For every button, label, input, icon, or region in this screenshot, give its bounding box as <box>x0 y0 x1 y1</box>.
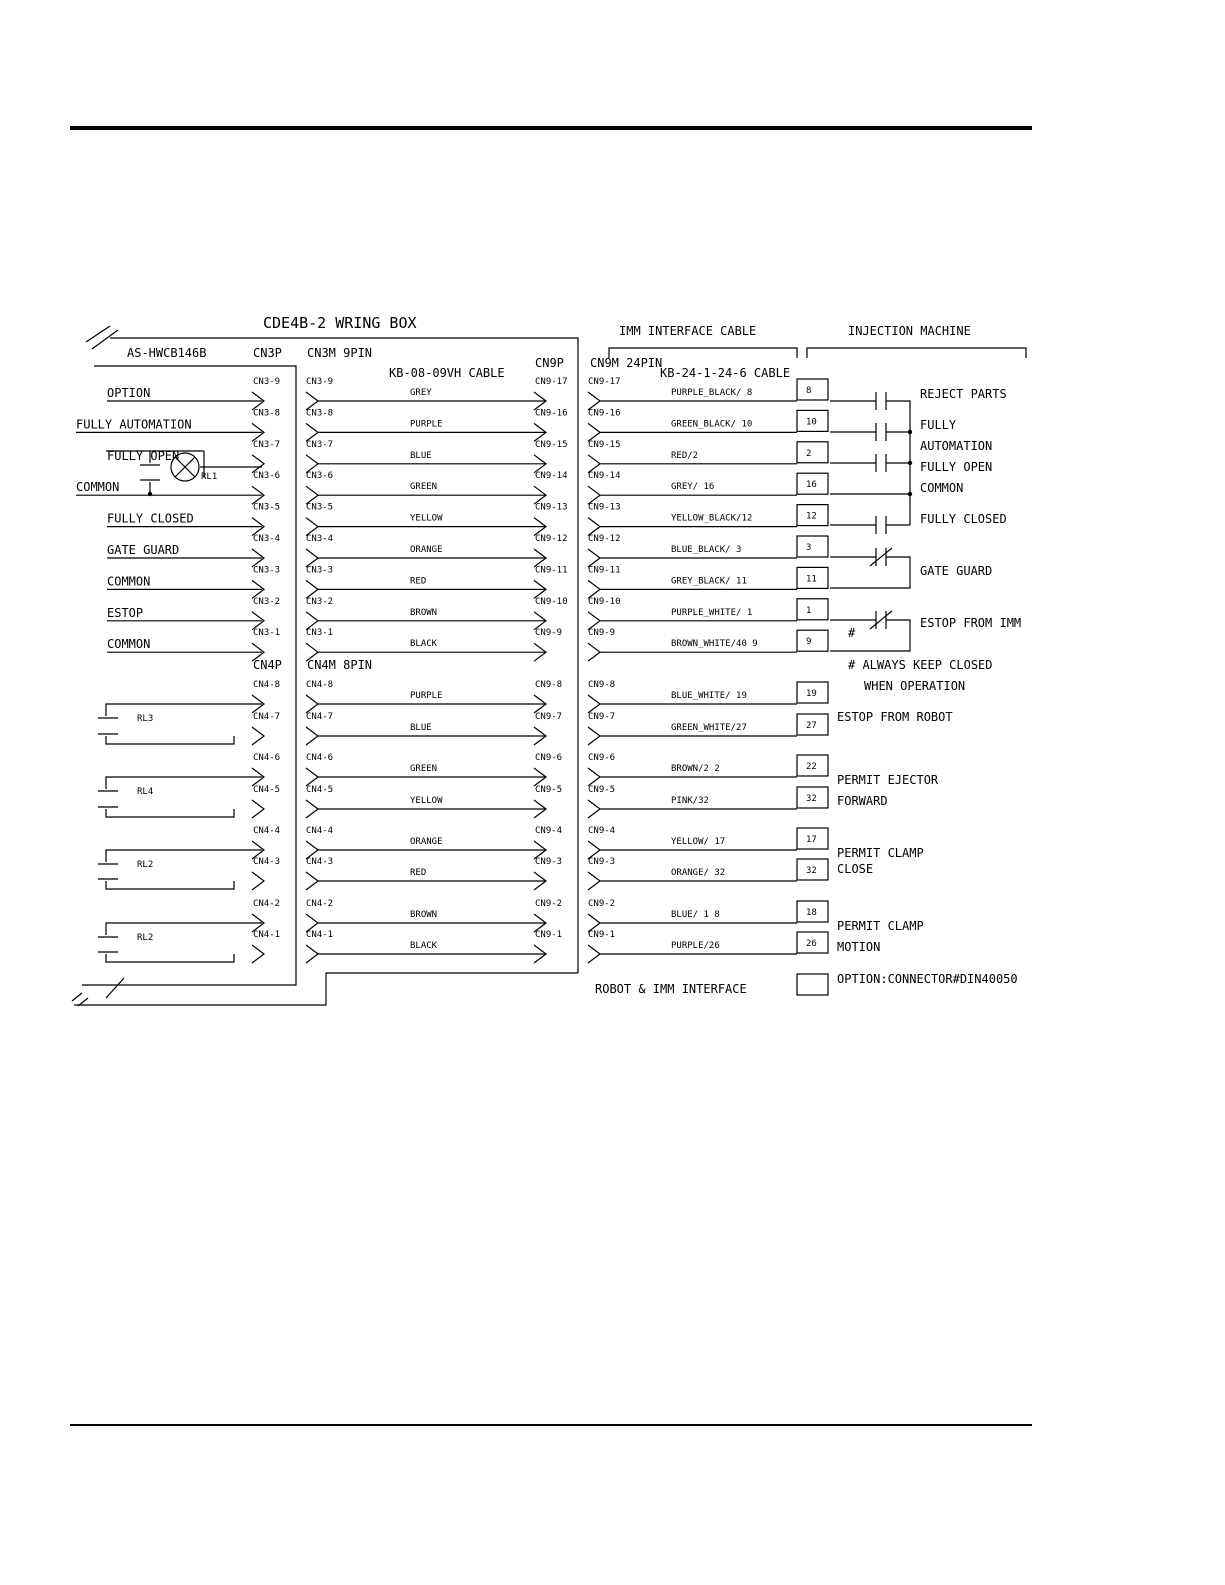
robot-pin-label: CN3-7 <box>253 439 281 450</box>
robot-label: FULLY OPEN <box>107 448 180 463</box>
label-estop-robot: ESTOP FROM ROBOT <box>837 710 953 724</box>
wire-color-label: RED <box>410 576 427 587</box>
terminal-number: 17 <box>806 835 817 845</box>
cable-pin-label: CN4-3 <box>306 857 334 867</box>
cn9p-pin-label: CN9-7 <box>535 712 563 722</box>
imm-wire-label: ORANGE/ 32 <box>671 868 726 878</box>
relay-label: RL4 <box>137 787 154 797</box>
imm-wire-label: YELLOW/ 17 <box>671 837 726 847</box>
wire-row <box>252 680 828 713</box>
imm-wire-label: PURPLE_BLACK/ 8 <box>671 388 753 398</box>
machine-contacts <box>830 392 912 651</box>
robot-label: FULLY AUTOMATION <box>76 417 192 432</box>
cn9p-pin-label: CN9-11 <box>535 565 568 576</box>
label-reject-parts: REJECT PARTS <box>920 387 1007 401</box>
robot-pin-label: CN3-9 <box>253 377 281 387</box>
imm-wire-label: BLUE_BLACK/ 3 <box>671 545 742 555</box>
cn3p-label: CN3P <box>253 346 282 360</box>
terminal-number: 32 <box>806 866 817 876</box>
wire-color-label: GREEN <box>410 764 438 774</box>
cn9m-pin-label: CN9-17 <box>588 377 621 387</box>
cn9m-pin-label: CN9-10 <box>588 596 621 607</box>
cn9m-label: CN9M 24PIN <box>590 356 663 370</box>
cable-pin-label: CN3-8 <box>306 408 334 419</box>
label-estop-imm: ESTOP FROM IMM <box>920 616 1022 630</box>
robot-pin-label: CN4-3 <box>253 857 281 867</box>
cn9m-pin-label: CN9-3 <box>588 857 616 867</box>
label-fully-open: FULLY OPEN <box>920 460 993 474</box>
imm-wire-label: YELLOW_BLACK/12 <box>671 513 753 524</box>
cn9m-pin-label: CN9-15 <box>588 439 621 450</box>
label-hash: # <box>848 626 856 640</box>
relay-label: RL2 <box>137 860 154 870</box>
cn9p-pin-label: CN9-1 <box>535 930 563 940</box>
robot-pin-label: CN3-3 <box>253 565 281 576</box>
cn9m-pin-label: CN9-4 <box>588 826 616 836</box>
robot-pin-label: CN3-4 <box>253 534 281 544</box>
relay-contact <box>98 850 262 889</box>
wire-color-label: YELLOW <box>410 796 443 806</box>
wire-color-label: BROWN <box>410 910 438 920</box>
cable-pin-label: CN4-2 <box>306 899 334 909</box>
robot-pin-label: CN4-1 <box>253 930 281 940</box>
wire-row <box>252 826 828 859</box>
terminal-number: 11 <box>806 574 817 585</box>
terminal-number: 27 <box>806 721 817 731</box>
relay-label: RL2 <box>137 933 154 943</box>
label-gate-guard: GATE GUARD <box>920 564 993 578</box>
cable-pin-label: CN3-4 <box>306 534 334 544</box>
cn9m-pin-label: CN9-6 <box>588 753 616 763</box>
wire-row <box>252 408 828 441</box>
label-permit-clamp-motion: PERMIT CLAMP <box>837 919 924 933</box>
robot-pin-label: CN3-8 <box>253 408 281 419</box>
robot-label: ESTOP <box>107 605 144 620</box>
cn9p-pin-label: CN9-8 <box>535 680 563 690</box>
imm-wire-label: BROWN_WHITE/40 9 <box>671 639 758 650</box>
cable-pin-label: CN4-4 <box>306 826 334 836</box>
wire-color-label: GREY <box>410 388 432 398</box>
label-fully-closed: FULLY CLOSED <box>920 512 1007 526</box>
cn9m-pin-label: CN9-12 <box>588 534 621 544</box>
imm-wire-label: BLUE/ 1 8 <box>671 910 720 920</box>
robot-label: COMMON <box>107 637 151 652</box>
robot-pin-label: CN4-5 <box>253 785 281 795</box>
imm-wire-label: RED/2 <box>671 450 699 461</box>
label-automation: AUTOMATION <box>920 439 993 453</box>
label-forward: FORWARD <box>837 794 888 808</box>
imm-header: IMM INTERFACE CABLE <box>619 324 757 338</box>
cn9p-label: CN9P <box>535 356 564 370</box>
wire-row <box>252 534 828 567</box>
terminal-number: 1 <box>806 605 812 616</box>
terminal-number: 2 <box>806 448 812 459</box>
wire-row <box>252 440 828 473</box>
cn9p-pin-label: CN9-3 <box>535 857 563 867</box>
cn9m-pin-label: CN9-1 <box>588 930 616 940</box>
label-permit-clamp-close: PERMIT CLAMP <box>837 846 924 860</box>
robot-pin-label: CN4-4 <box>253 826 281 836</box>
wire-row <box>252 471 828 504</box>
cable-pin-label: CN3-6 <box>306 471 334 482</box>
relay-contact <box>98 777 262 817</box>
terminal-box <box>797 630 828 651</box>
robot-label: COMMON <box>76 480 120 495</box>
cn9m-pin-label: CN9-13 <box>588 502 621 513</box>
diagram-title: CDE4B-2 WRING BOX <box>263 314 417 332</box>
wire-color-label: ORANGE <box>410 837 443 847</box>
wire-row <box>252 597 828 630</box>
cable-pin-label: CN3-9 <box>306 377 334 387</box>
wire-row <box>252 930 828 963</box>
cn9m-pin-label: CN9-8 <box>588 680 616 690</box>
imm-wire-label: GREY_BLACK/ 11 <box>671 576 747 587</box>
terminal-box <box>797 599 828 620</box>
interface-label: ROBOT & IMM INTERFACE <box>595 982 747 996</box>
label-permit-ejector: PERMIT EJECTOR <box>837 773 939 787</box>
terminal-number: 19 <box>806 689 817 699</box>
wire-row <box>252 503 828 536</box>
wire-color-label: BLUE <box>410 723 432 733</box>
terminal-number: 3 <box>806 543 812 553</box>
cable-pin-label: CN4-1 <box>306 930 334 940</box>
relay-contact <box>98 704 262 744</box>
cable-pin-label: CN3-3 <box>306 565 334 576</box>
robot-pin-label: CN3-1 <box>253 628 281 639</box>
machine-labels <box>797 387 1021 995</box>
wire-color-label: GREEN <box>410 482 438 493</box>
wire-color-label: RED <box>410 868 427 878</box>
label-option-connector: OPTION:CONNECTOR#DIN40050 <box>837 972 1018 986</box>
cn9p-pin-label: CN9-12 <box>535 534 568 544</box>
wire-color-label: BLUE <box>410 450 432 461</box>
wire-row <box>252 377 828 410</box>
relay-contact <box>98 923 262 962</box>
robot-pin-label: CN4-2 <box>253 899 281 909</box>
wire-row <box>252 565 828 598</box>
cn9m-pin-label: CN9-2 <box>588 899 616 909</box>
cn9p-pin-label: CN9-14 <box>535 471 568 482</box>
wire-row <box>252 899 828 932</box>
cn9m-pin-label: CN9-11 <box>588 565 621 576</box>
cn9m-pin-label: CN9-9 <box>588 628 616 639</box>
cn4p-label: CN4P <box>253 658 282 672</box>
wire-row <box>252 712 828 745</box>
wire-row <box>252 753 828 786</box>
lamp-label: RL1 <box>201 472 218 482</box>
cn9p-pin-label: CN9-6 <box>535 753 563 763</box>
imm-wire-label: GREEN_WHITE/27 <box>671 723 747 733</box>
wire-color-label: PURPLE <box>410 419 443 430</box>
robot-pin-label: CN3-5 <box>253 502 281 513</box>
wire-color-label: BLACK <box>410 639 438 650</box>
relay-label: RL3 <box>137 714 154 724</box>
wire-row <box>252 628 828 661</box>
robot-label: FULLY CLOSED <box>107 511 194 526</box>
cn9m-pin-label: CN9-7 <box>588 712 616 722</box>
cn9p-pin-label: CN9-10 <box>535 596 568 607</box>
cn9m-pin-label: CN9-16 <box>588 408 621 419</box>
wire-color-label: ORANGE <box>410 545 443 555</box>
wiring-rows <box>98 377 828 963</box>
label-fully: FULLY <box>920 418 957 432</box>
terminal-number: 32 <box>806 794 817 804</box>
cn9p-pin-label: CN9-15 <box>535 439 568 450</box>
wire-color-label: YELLOW <box>410 513 443 524</box>
imm-wire-label: BROWN/2 2 <box>671 764 720 774</box>
imm-wire-label: BLUE_WHITE/ 19 <box>671 691 747 701</box>
robot-pin-label: CN4-8 <box>253 680 281 690</box>
terminal-number: 22 <box>806 762 817 772</box>
imm-wire-label: PURPLE_WHITE/ 1 <box>671 607 753 618</box>
robot-pin-label: CN4-6 <box>253 753 281 763</box>
label-motion: MOTION <box>837 940 881 954</box>
cn9m-pin-label: CN9-14 <box>588 471 621 482</box>
label-close: CLOSE <box>837 862 874 876</box>
cable2-name: KB-24-1-24-6 CABLE <box>660 366 791 380</box>
robot-pin-label: CN3-2 <box>253 596 281 607</box>
cn9p-pin-label: CN9-5 <box>535 785 563 795</box>
cable-pin-label: CN3-5 <box>306 502 334 513</box>
wire-row <box>252 857 828 890</box>
robot-side-labels <box>76 386 262 652</box>
terminal-number: 8 <box>806 386 812 396</box>
option-connector-box <box>797 974 828 995</box>
robot-label: OPTION <box>107 386 151 400</box>
wire-color-label: BLACK <box>410 941 438 951</box>
cable-pin-label: CN4-6 <box>306 753 334 763</box>
wire-color-label: PURPLE <box>410 691 443 701</box>
cn9p-pin-label: CN9-9 <box>535 628 563 639</box>
imm-wire-label: PURPLE/26 <box>671 941 720 951</box>
board-label: AS-HWCB146B <box>127 346 207 360</box>
cn9p-pin-label: CN9-2 <box>535 899 563 909</box>
cn4m-label: CN4M 8PIN <box>307 658 373 672</box>
label-note1: # ALWAYS KEEP CLOSED <box>848 658 993 672</box>
imm-wire-label: GREY/ 16 <box>671 482 715 493</box>
terminal-number: 9 <box>806 637 812 648</box>
cn9p-pin-label: CN9-17 <box>535 377 568 387</box>
robot-pin-label: CN4-7 <box>253 712 281 722</box>
terminal-box <box>797 379 828 400</box>
imm-wire-label: GREEN_BLACK/ 10 <box>671 419 753 430</box>
cn9p-pin-label: CN9-4 <box>535 826 563 836</box>
cable-pin-label: CN4-5 <box>306 785 334 795</box>
injection-header: INJECTION MACHINE <box>848 324 971 338</box>
terminal-number: 18 <box>806 908 817 918</box>
terminal-number: 26 <box>806 939 817 949</box>
label-common: COMMON <box>920 481 964 495</box>
cn9m-pin-label: CN9-5 <box>588 785 616 795</box>
terminal-number: 10 <box>806 417 817 428</box>
wire-row <box>252 785 828 818</box>
wire-color-label: BROWN <box>410 607 438 618</box>
cable1-name: KB-08-09VH CABLE <box>389 366 505 380</box>
cable-pin-label: CN3-1 <box>306 628 334 639</box>
cable-pin-label: CN4-7 <box>306 712 334 722</box>
cable-pin-label: CN4-8 <box>306 680 334 690</box>
robot-label: GATE GUARD <box>107 543 180 557</box>
robot-pin-label: CN3-6 <box>253 471 281 482</box>
terminal-box <box>797 442 828 463</box>
cn9p-pin-label: CN9-13 <box>535 502 568 513</box>
label-note2: WHEN OPERATION <box>864 679 966 693</box>
injection-bracket <box>807 348 1026 358</box>
robot-label: COMMON <box>107 574 151 589</box>
terminal-number: 16 <box>806 480 817 491</box>
terminal-box <box>797 536 828 557</box>
terminal-number: 12 <box>806 511 817 522</box>
relay-group <box>98 704 262 962</box>
cn3m-label: CN3M 9PIN <box>307 346 373 360</box>
cable-pin-label: CN3-7 <box>306 439 334 450</box>
imm-wire-label: PINK/32 <box>671 796 709 806</box>
cn9p-pin-label: CN9-16 <box>535 408 568 419</box>
cable-pin-label: CN3-2 <box>306 596 334 607</box>
